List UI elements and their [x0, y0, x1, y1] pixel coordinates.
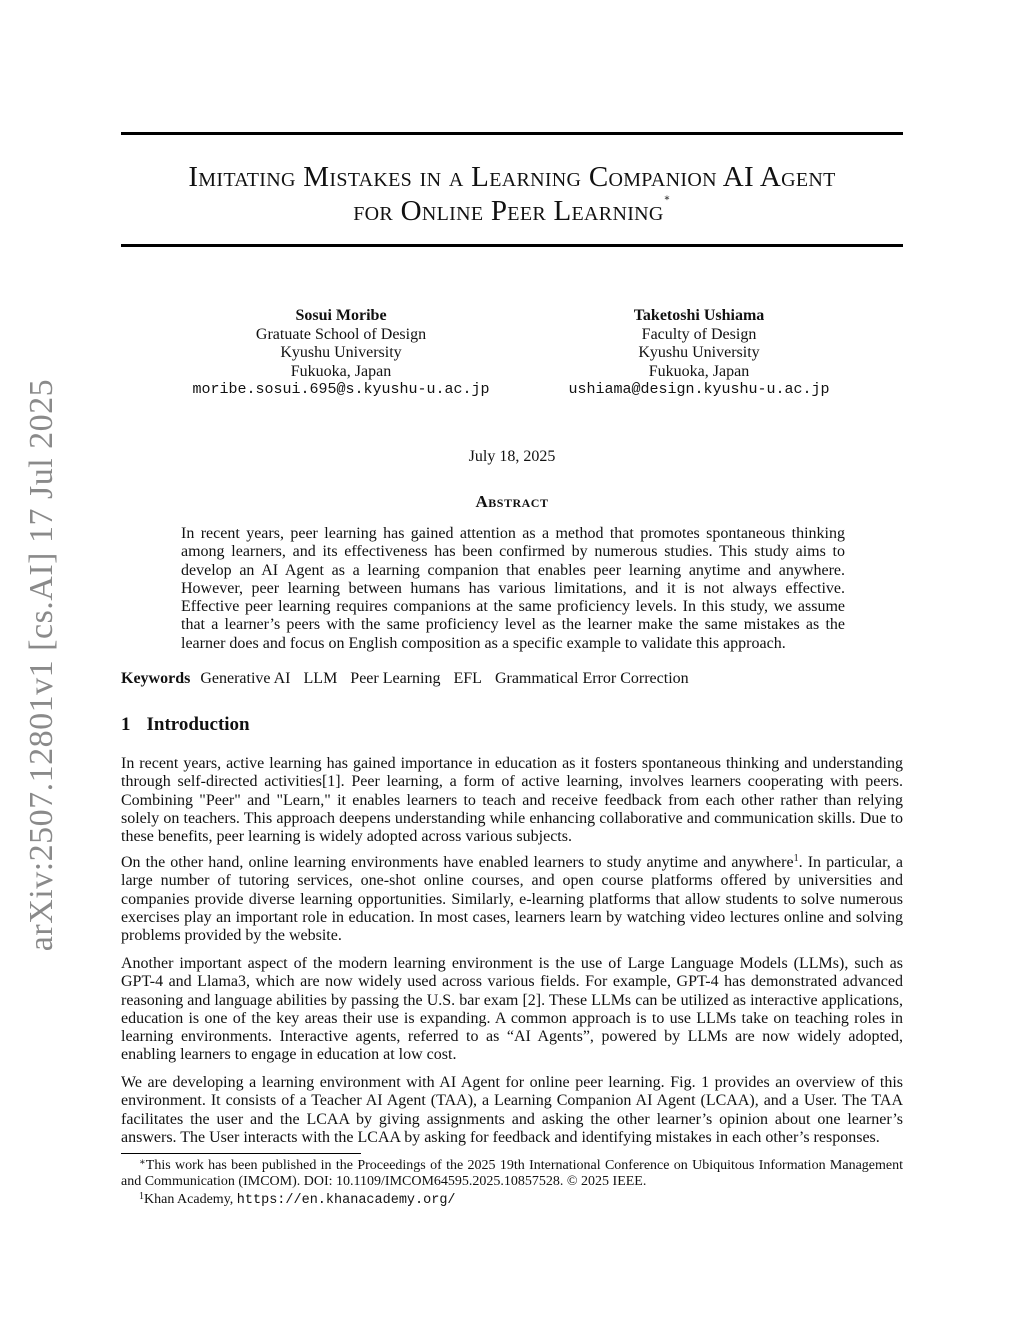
keyword: EFL — [453, 670, 482, 687]
arxiv-sidebar — [12, 378, 72, 952]
author-block-1 — [176, 307, 506, 400]
paragraph-text: On the other hand, online learning environments have enabled learners to study anytime and anywhere — [121, 854, 794, 871]
title-footnote-mark: ∗ — [663, 193, 671, 204]
paper-title — [121, 160, 903, 228]
footnote-rule — [121, 1153, 361, 1154]
author-location: Fukuoka, Japan — [290, 362, 392, 380]
publication-date: July 18, 2025 — [468, 448, 556, 465]
body-paragraph — [121, 854, 903, 945]
author-department: Gratuate School of Design — [255, 325, 427, 343]
author-name: Sosui Moribe — [295, 307, 387, 324]
footnote-mark: ∗ — [139, 1157, 146, 1168]
arxiv-identifier: arXiv:2507.12801v1 [cs.AI] 17 Jul 2025 — [23, 378, 60, 952]
title-line-1: Imitating Mistakes in a Learning Companion AI Agent — [188, 161, 836, 193]
author-university: Kyushu University — [280, 344, 402, 361]
author-location: Fukuoka, Japan — [648, 362, 750, 380]
keyword: Grammatical Error Correction — [494, 670, 689, 687]
title-bottom-rule — [121, 244, 903, 247]
keyword: Peer Learning — [350, 670, 441, 687]
author-block-2 — [534, 307, 864, 400]
section-heading — [121, 714, 250, 736]
body-paragraph: In recent years, active learning has gained importance in education as it fosters spontaneous thinking and understanding through self-directed activities[1]. Peer learning, a form of active learning, involves learners cooperating with peers. Combining "Peer" and "Learn," it enables learners to teach and receive feedback from each other rather than relying solely on teachers. This approach deepens understanding while enhancing collaborative and communication skills. Due to these benefits, peer learning is widely adopted across various subjects. — [121, 755, 903, 846]
section-number: 1 — [121, 714, 131, 735]
keyword: Generative AI — [200, 670, 291, 687]
keyword: LLM — [303, 670, 338, 687]
keywords-line — [121, 670, 903, 688]
author-email: ushiama@design.kyushu-u.ac.jp — [568, 381, 830, 398]
paragraph-text: . In particular, a large number of tutoring services, one-shot online courses, and open course platforms offered by universities and companies provide diverse learning opportunities. Similarly, e-learning platforms that allow students to solve numerous exercises play an important role in education. In most cases, learners learn by watching video lectures online and solving problems provided by the website. — [121, 854, 903, 945]
author-name: Taketoshi Ushiama — [633, 307, 765, 324]
author-department: Faculty of Design — [641, 325, 757, 343]
author-email: moribe.sosui.695@s.kyushu-u.ac.jp — [192, 381, 490, 398]
footnote — [121, 1192, 903, 1209]
footnote-text: This work has been published in the Proceedings of the 2025 19th International Conference on Ubiquitous Information Management and Communication (IMCOM). DOI: 10.1109/IMCOM64595.2025.10857528. © 2025 IEEE. — [121, 1158, 903, 1189]
abstract-text: In recent years, peer learning has gained attention as a method that promotes spontaneous thinking among learners, and its effectiveness has been confirmed by numerous studies. This study aims to develop an AI Agent as a learning companion that enables peer learning anytime and anywhere. However, peer learning between humans has various limitations, and it is not always effective. Effective peer learning requires companions at the same proficiency levels. In this study, we assume that a learner’s peers with the same proficiency level as the learner make the same mistakes as the learner does and focus on English composition as a specific example to validate this approach. — [181, 525, 845, 652]
footnote-mark: 1 — [139, 1191, 144, 1202]
body-paragraph: Another important aspect of the modern learning environment is the use of Large Language Models (LLMs), such as GPT-4 and Llama3, which are now widely used across various fields. For example, GPT-4 has demonstrated advanced reasoning and language abilities by passing the U.S. bar exam [2]. These LLMs can be utilized as interactive applications, education is one of the key areas their use is expanding. A common approach is to use LLMs take on teaching roles in learning environments. Interactive agents, referred to as “AI Agents”, powered by LLMs are now widely adopted, enabling learners to engage in education at low cost. — [121, 955, 903, 1064]
abstract-heading: Abstract — [475, 492, 549, 511]
body-paragraph: We are developing a learning environment with AI Agent for online peer learning. Fig. 1 provides an overview of this environment. It consists of a Teacher AI Agent (TAA), a Learning Companion AI Agent (LCAA), and a User. The TAA facilitates the user and the LCAA by giving assignments and asking the other learner’s opinion about one learner’s answers. The User interacts with the LCAA by asking for feedback and identifying mistakes in each other’s responses. — [121, 1074, 903, 1146]
title-top-rule — [121, 132, 903, 135]
title-line-2: for Online Peer Learning — [353, 195, 664, 227]
footnote-text: Khan Academy, — [144, 1192, 237, 1207]
keywords-label: Keywords — [121, 670, 191, 687]
section-title: Introduction — [146, 714, 250, 735]
footnote — [121, 1158, 903, 1190]
footnote-link[interactable]: https://en.khanacademy.org/ — [236, 1193, 456, 1208]
footnote-reference: 1 — [793, 853, 799, 864]
author-university: Kyushu University — [638, 344, 760, 361]
